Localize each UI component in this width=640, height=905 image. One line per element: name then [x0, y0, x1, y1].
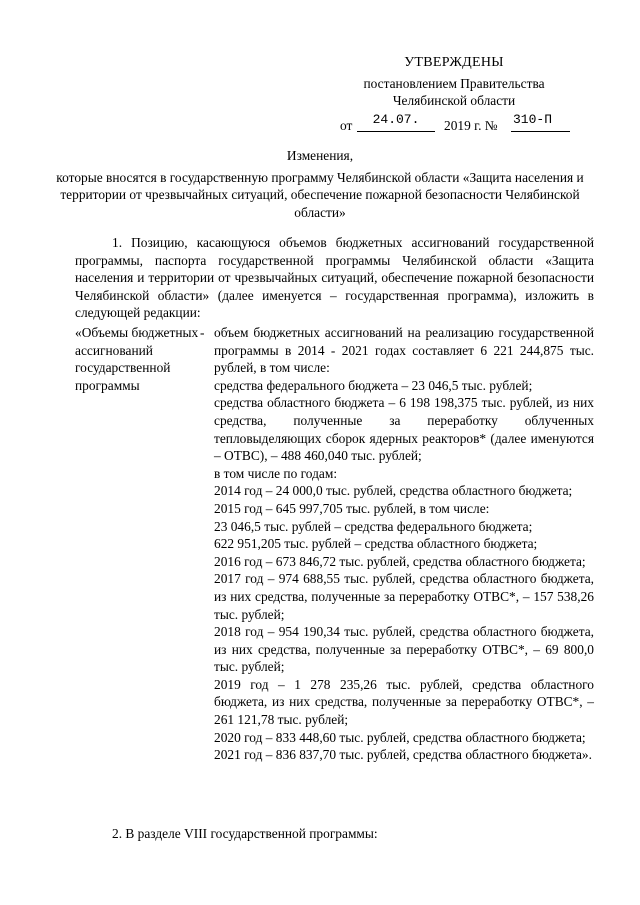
- position-values: [214, 324, 594, 764]
- approval-date-line: [330, 111, 578, 133]
- position-label: «Объемы бюджетных ассигнований государственной программы: [75, 325, 199, 393]
- position-row: 2018 год – 954 190,34 тыс. рублей, средства областного бюджета, из них средства, полученные за переработку ОТВС*, – 69 800,0 тыс. рублей;: [214, 624, 594, 675]
- position-row: средства областного бюджета – 6 198 198,375 тыс. рублей, из них средства, полученные за переработку облученных тепловыделяющих сборок ядерных реакторов* (далее именуются – ОТВС), – 488 460,040 тыс. рублей;: [214, 395, 594, 464]
- approval-block: [330, 54, 578, 133]
- position-row: 2016 год – 673 846,72 тыс. рублей, средства областного бюджета;: [214, 553, 586, 569]
- approval-date: 24.07.: [357, 111, 435, 132]
- position-row: 2021 год – 836 837,70 тыс. рублей, средства областного бюджета».: [214, 747, 592, 763]
- paragraph-1: [75, 234, 594, 322]
- document-title: [50, 147, 590, 221]
- position-row: 2014 год – 24 000,0 тыс. рублей, средства областного бюджета;: [214, 483, 573, 499]
- approval-heading: УТВЕРЖДЕНЫ: [404, 55, 504, 70]
- item-2-heading: 2. В разделе VIII государственной программы:: [112, 826, 378, 841]
- paragraph-1-text: 1. Позицию, касающуюся объемов бюджетных ассигнований государственной программы, паспорта государственной программы Челябинской области «Защита населения и территории от чрезвычайных ситуаций, обеспечение пожарной безопасности Челябинской области» (далее именуется – государственная программа), изложить в следующей редакции:: [75, 235, 594, 321]
- date-prefix: от: [340, 117, 353, 133]
- position-dash: -: [200, 325, 205, 340]
- approval-year: 2019 г. №: [444, 117, 498, 133]
- position-row: 2020 год – 833 448,60 тыс. рублей, средства областного бюджета;: [214, 729, 586, 745]
- position-row: 2017 год – 974 688,55 тыс. рублей, средства областного бюджета, из них средства, полученные за переработку ОТВС*, – 157 538,26 тыс. рублей;: [214, 571, 594, 622]
- position-row: объем бюджетных ассигнований на реализацию государственной программы в 2014 - 2021 годах составляет 6 221 244,875 тыс. рублей, в том числе:: [214, 325, 594, 376]
- title-line-1: Изменения,: [286, 148, 354, 163]
- position-row: 622 951,205 тыс. рублей – средства областного бюджета;: [214, 536, 538, 552]
- position-row: средства федерального бюджета – 23 046,5 тыс. рублей;: [214, 377, 533, 393]
- approval-line-1: постановлением Правительства: [363, 75, 545, 91]
- approval-line-2: Челябинской области: [392, 93, 516, 109]
- position-row: 2015 год – 645 997,705 тыс. рублей, в том числе:: [214, 500, 490, 516]
- position-row: в том числе по годам:: [214, 465, 338, 481]
- title-line-2: которые вносятся в государственную программу Челябинской области «Защита населения и территории от чрезвычайных ситуаций, обеспечение пожарной безопасности Челябинской области»: [56, 169, 584, 220]
- position-row: 2019 год – 1 278 235,26 тыс. рублей, средства областного бюджета, из них средства, полученные за переработку ОТВС*, – 261 121,78 тыс. рублей;: [214, 676, 594, 728]
- approval-number: 310-П: [511, 111, 570, 132]
- position-row: 23 046,5 тыс. рублей – средства федерального бюджета;: [214, 518, 533, 534]
